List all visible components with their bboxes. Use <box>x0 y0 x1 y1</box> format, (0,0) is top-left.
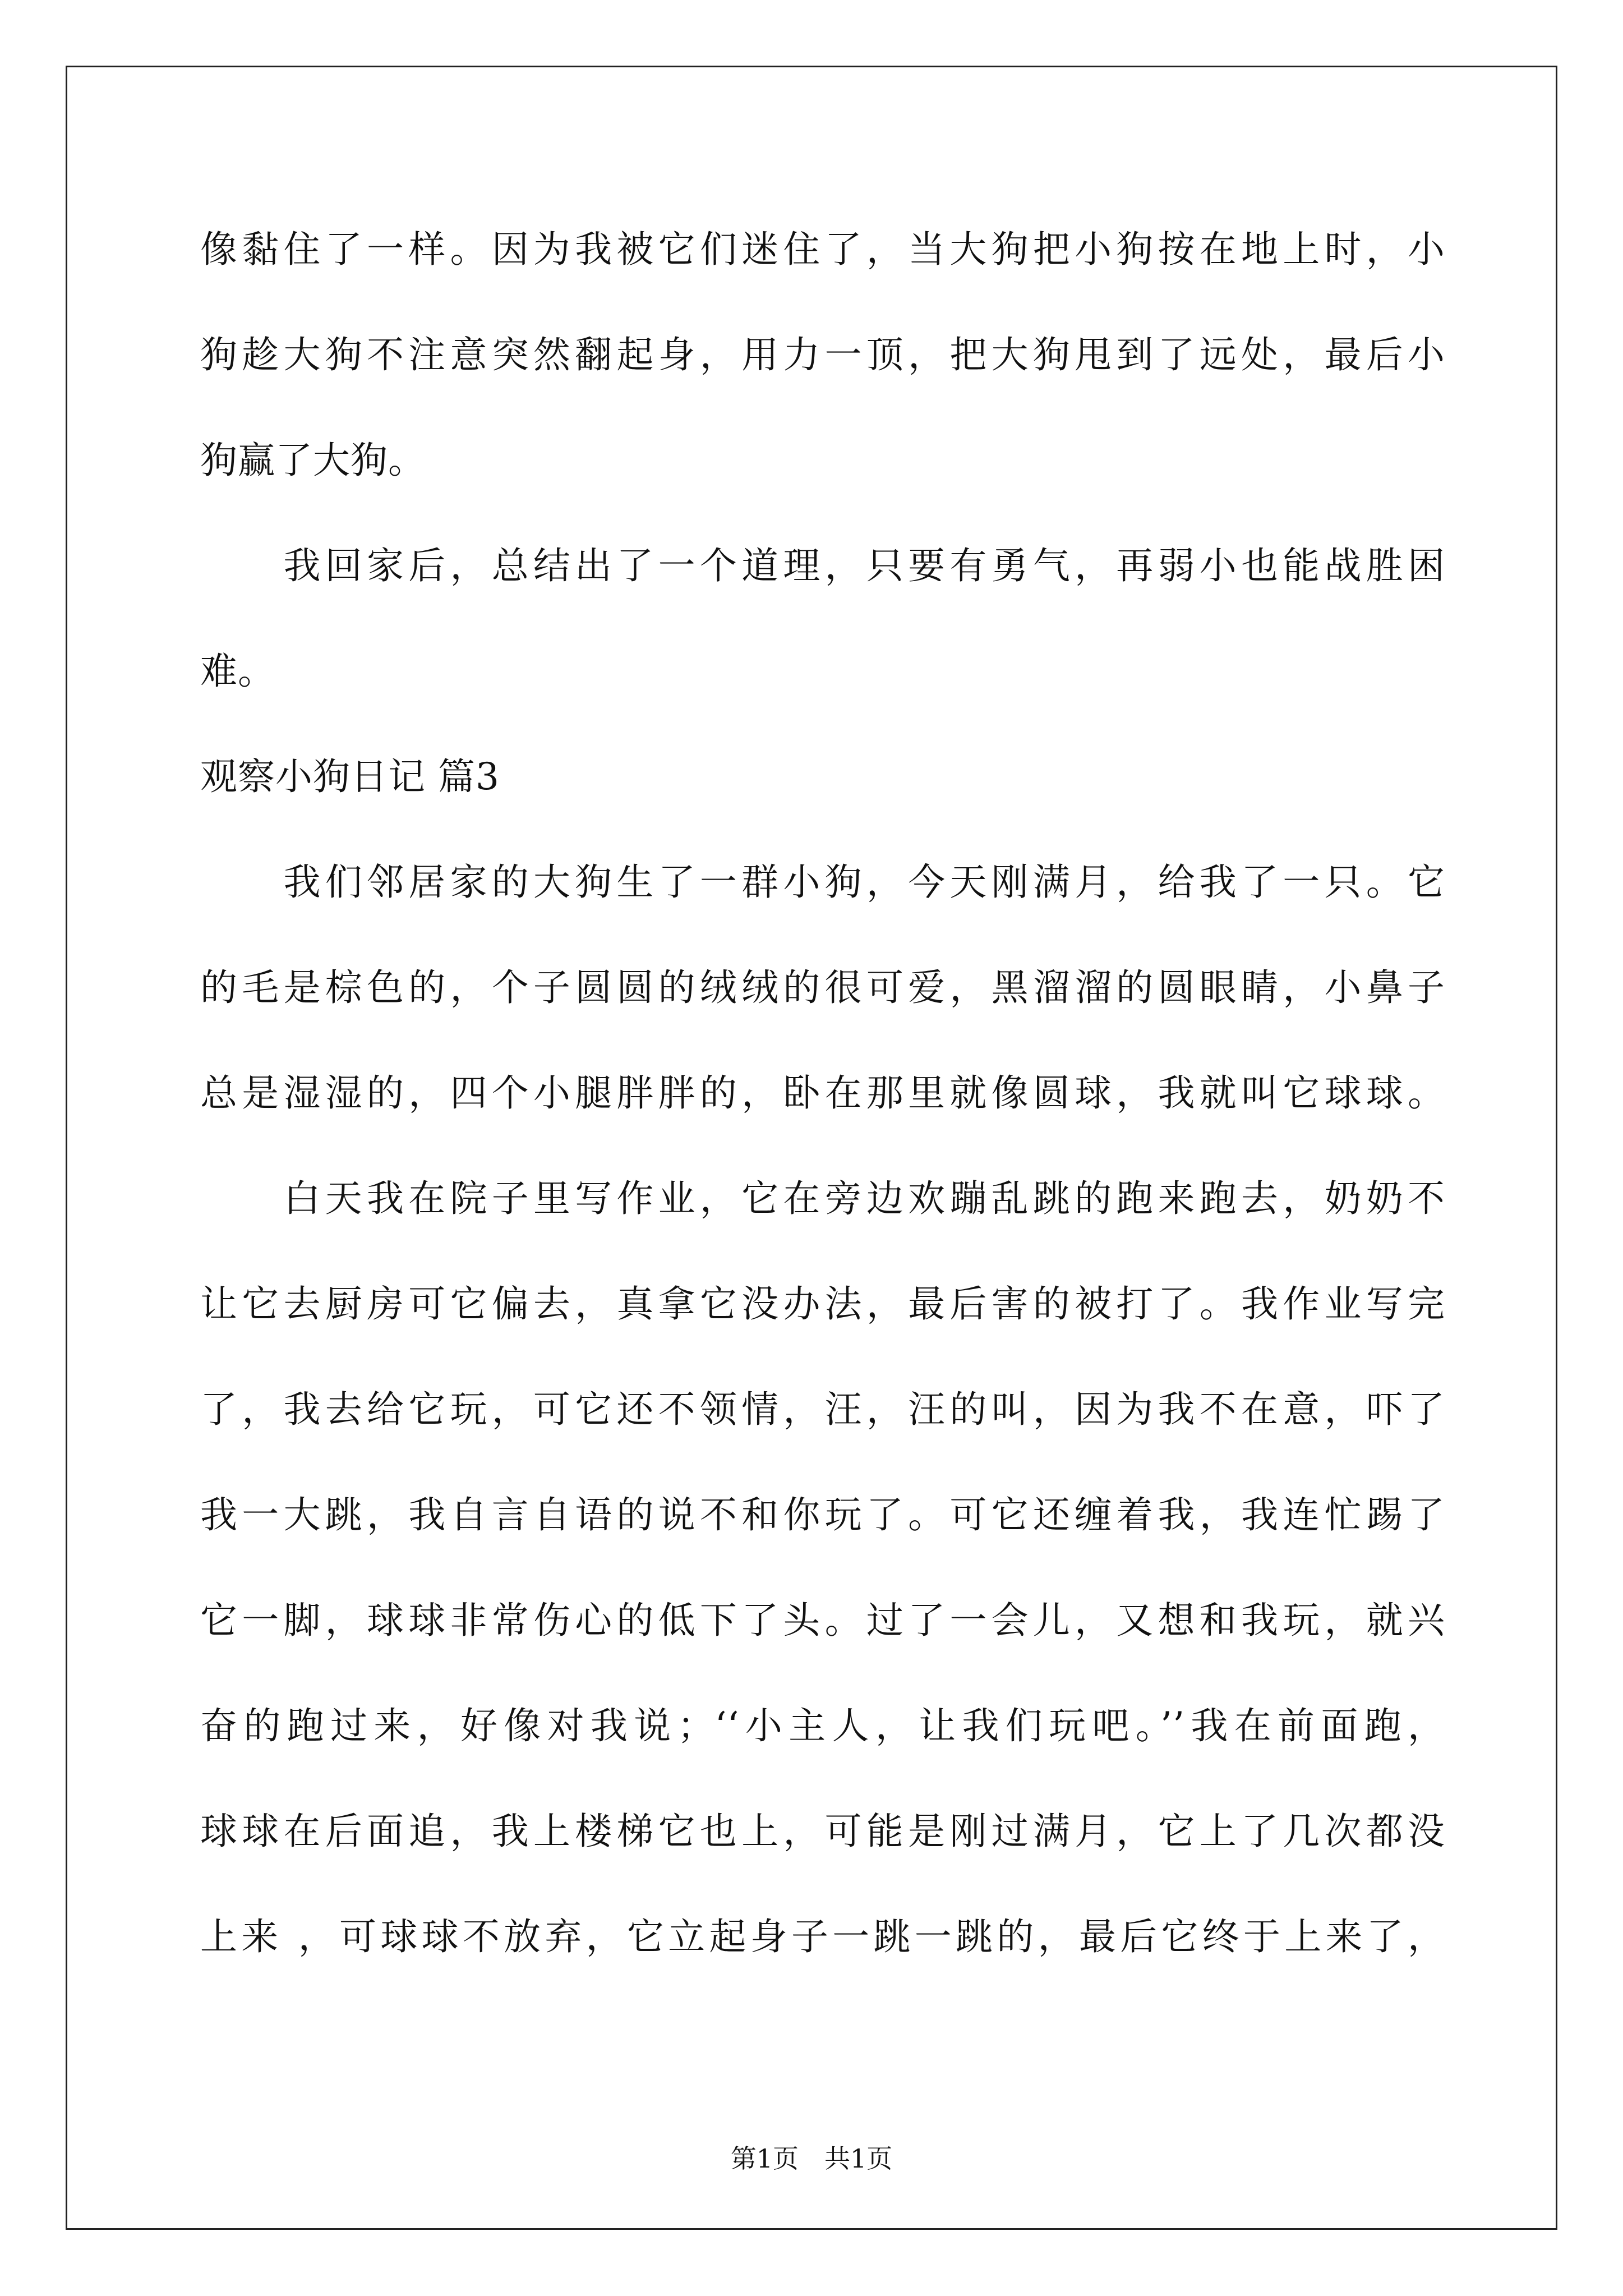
body-text-line: 球球在后面追，我上楼梯它也上，可能是刚过满月，它上了几次都没 <box>200 1810 1445 1853</box>
body-text-line: 我回家后，总结出了一个道理，只要有勇气，再弱小也能战胜困 <box>200 544 1445 587</box>
body-text-line: 它一脚，球球非常伤心的低下了头。过了一会儿，又想和我玩，就兴 <box>200 1599 1445 1642</box>
body-text-line: 奋的跑过来，好像对我说；‘‘小主人，让我们玩吧。’’我在前面跑， <box>200 1704 1445 1747</box>
body-text-line: 狗趁大狗不注意突然翻起身，用力一顶，把大狗甩到了远处，最后小 <box>200 333 1445 376</box>
page-border <box>66 66 1557 2230</box>
body-text-line: 我们邻居家的大狗生了一群小狗，今天刚满月，给我了一只。它 <box>200 861 1445 904</box>
body-text-line: 白天我在院子里写作业，它在旁边欢蹦乱跳的跑来跑去，奶奶不 <box>200 1177 1445 1220</box>
body-text-line: 我一大跳，我自言自语的说不和你玩了。可它还缠着我，我连忙踢了 <box>200 1493 1445 1536</box>
body-text-line: 狗赢了大狗。 <box>200 439 426 482</box>
section-heading: 观察小狗日记 篇3 <box>200 755 500 798</box>
body-text-line: 难。 <box>200 650 275 693</box>
body-text-line: 了，我去给它玩，可它还不领情，汪，汪的叫，因为我不在意，吓了 <box>200 1388 1445 1431</box>
body-text-line: 的毛是棕色的，个子圆圆的绒绒的很可爱，黑溜溜的圆眼睛，小鼻子 <box>200 966 1445 1009</box>
page-footer: 第1页 共1页 <box>730 2143 893 2174</box>
body-text-line: 总是湿湿的，四个小腿胖胖的，卧在那里就像圆球，我就叫它球球。 <box>200 1071 1445 1115</box>
body-text-line: 像黏住了一样。因为我被它们迷住了，当大狗把小狗按在地上时，小 <box>200 228 1445 271</box>
body-text-line: 让它去厨房可它偏去，真拿它没办法，最后害的被打了。我作业写完 <box>200 1282 1445 1326</box>
body-text-line: 上来 ，可球球不放弃，它立起身子一跳一跳的，最后它终于上来了， <box>200 1915 1445 1958</box>
